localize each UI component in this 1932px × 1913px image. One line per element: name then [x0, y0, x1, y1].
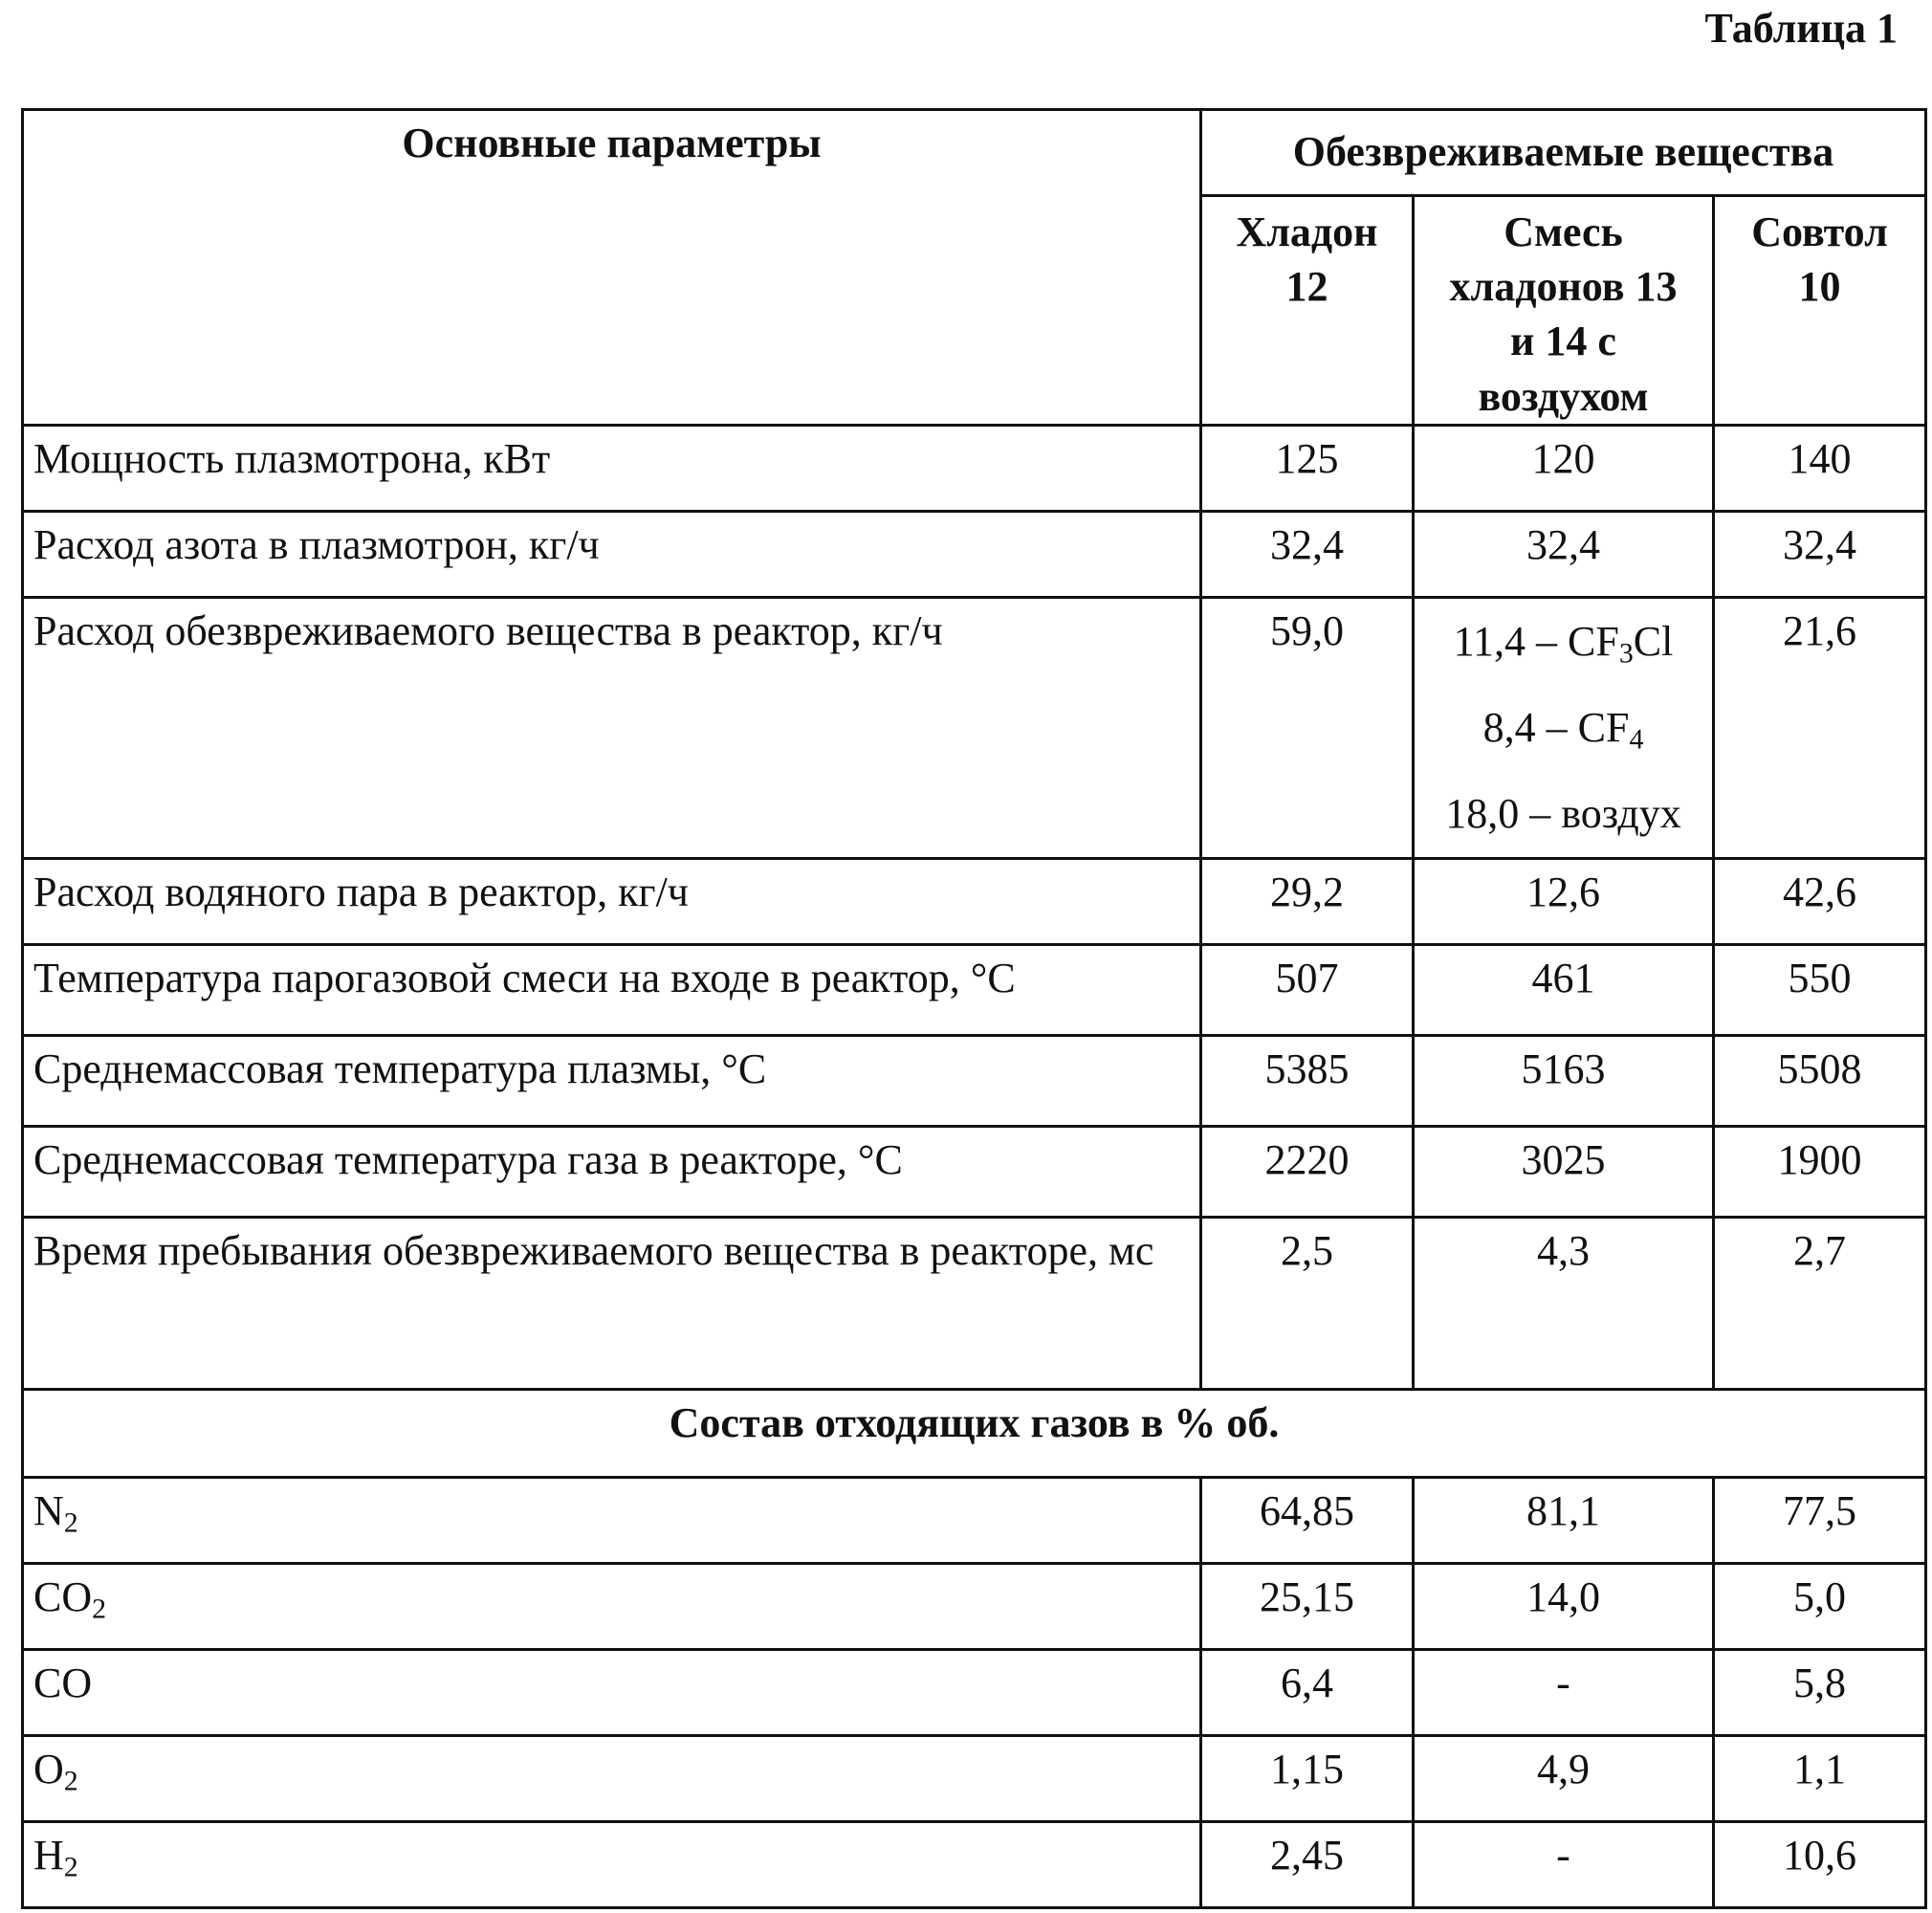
header-col-2 — [1414, 196, 1714, 426]
header-col-1-line: Хладон — [1212, 205, 1402, 259]
cell-value: 77,5 — [1714, 1477, 1926, 1563]
cell-value: 1,1 — [1714, 1735, 1926, 1821]
cell-value: 14,0 — [1414, 1563, 1714, 1649]
header-col-2-line: хладонов 13 — [1424, 259, 1702, 314]
cell-value: 5508 — [1714, 1035, 1926, 1126]
row-label: Расход водяного пара в реактор, кг/ч — [23, 858, 1201, 944]
table-row — [23, 1649, 1926, 1735]
table-row — [23, 1126, 1926, 1217]
cell-value: 4,3 — [1414, 1217, 1714, 1389]
cell-value: 5163 — [1414, 1035, 1714, 1126]
header-col-3 — [1714, 196, 1926, 426]
row-label: Расход азота в плазмотрон, кг/ч — [23, 511, 1201, 597]
header-col-2-line: воздухом — [1424, 369, 1702, 424]
cell-value: 1900 — [1714, 1126, 1926, 1217]
gas-label: CO2 — [23, 1563, 1201, 1649]
cell-value: 25,15 — [1201, 1563, 1414, 1649]
cell-value: 21,6 — [1714, 597, 1926, 858]
cell-value: 42,6 — [1714, 858, 1926, 944]
cell-value: 3025 — [1414, 1126, 1714, 1217]
mixture-line: 8,4 – CF4 — [1424, 685, 1702, 771]
cell-value: 125 — [1201, 425, 1414, 511]
row-label: Время пребывания обезвреживаемого вещества в реакторе, мс — [23, 1217, 1201, 1389]
row-label: Среднемассовая температура плазмы, °С — [23, 1035, 1201, 1126]
cell-value: 12,6 — [1414, 858, 1714, 944]
cell-value: - — [1414, 1649, 1714, 1735]
section-title: Состав отходящих газов в % об. — [23, 1389, 1926, 1477]
table-row — [23, 1035, 1926, 1126]
table-row — [23, 597, 1926, 858]
cell-value: 550 — [1714, 944, 1926, 1035]
cell-value: 1,15 — [1201, 1735, 1414, 1821]
cell-value: 64,85 — [1201, 1477, 1414, 1563]
mixture-cell — [1414, 597, 1714, 858]
cell-value: 59,0 — [1201, 597, 1414, 858]
row-label: Температура парогазовой смеси на входе в реактор, °С — [23, 944, 1201, 1035]
table-caption: Таблица 1 — [1704, 4, 1898, 53]
gas-label: H2 — [23, 1821, 1201, 1907]
header-col-3-line: Совтол — [1724, 205, 1915, 259]
cell-value: 2220 — [1201, 1126, 1414, 1217]
cell-value: 4,9 — [1414, 1735, 1714, 1821]
row-label: Мощность плазмотрона, кВт — [23, 425, 1201, 511]
table-row — [23, 425, 1926, 511]
row-label: Расход обезвреживаемого вещества в реактор, кг/ч — [23, 597, 1201, 858]
mixture-line: 11,4 – CF3Cl — [1424, 599, 1702, 685]
header-col-2-line: и 14 с — [1424, 314, 1702, 368]
cell-value: 5,0 — [1714, 1563, 1926, 1649]
table-row — [23, 1217, 1926, 1389]
header-col-2-line: Смесь — [1424, 205, 1702, 259]
cell-value: 81,1 — [1414, 1477, 1714, 1563]
gas-label: O2 — [23, 1735, 1201, 1821]
cell-value: 6,4 — [1201, 1649, 1414, 1735]
header-col-1-line: 12 — [1212, 259, 1402, 314]
data-table — [21, 108, 1927, 1909]
gas-label: N2 — [23, 1477, 1201, 1563]
cell-value: 10,6 — [1714, 1821, 1926, 1907]
table-row — [23, 1563, 1926, 1649]
cell-value: - — [1414, 1821, 1714, 1907]
table-row — [23, 1477, 1926, 1563]
mixture-line: 18,0 – воздух — [1424, 771, 1702, 857]
table-row — [23, 1735, 1926, 1821]
header-parameters: Основные параметры — [23, 110, 1201, 426]
cell-value: 5385 — [1201, 1035, 1414, 1126]
table-row — [23, 944, 1926, 1035]
cell-value: 507 — [1201, 944, 1414, 1035]
header-col-3-line: 10 — [1724, 259, 1915, 314]
header-group: Обезвреживаемые вещества — [1201, 110, 1926, 196]
table-row — [23, 1821, 1926, 1907]
cell-value: 32,4 — [1714, 511, 1926, 597]
cell-value: 32,4 — [1201, 511, 1414, 597]
cell-value: 2,5 — [1201, 1217, 1414, 1389]
cell-value: 32,4 — [1414, 511, 1714, 597]
cell-value: 461 — [1414, 944, 1714, 1035]
gas-label: CO — [23, 1649, 1201, 1735]
table-row — [23, 511, 1926, 597]
cell-value: 140 — [1714, 425, 1926, 511]
cell-value: 5,8 — [1714, 1649, 1926, 1735]
cell-value: 29,2 — [1201, 858, 1414, 944]
cell-value: 2,7 — [1714, 1217, 1926, 1389]
cell-value: 2,45 — [1201, 1821, 1414, 1907]
cell-value: 120 — [1414, 425, 1714, 511]
header-col-1 — [1201, 196, 1414, 426]
table-row — [23, 858, 1926, 944]
row-label: Среднемассовая температура газа в реакторе, °С — [23, 1126, 1201, 1217]
